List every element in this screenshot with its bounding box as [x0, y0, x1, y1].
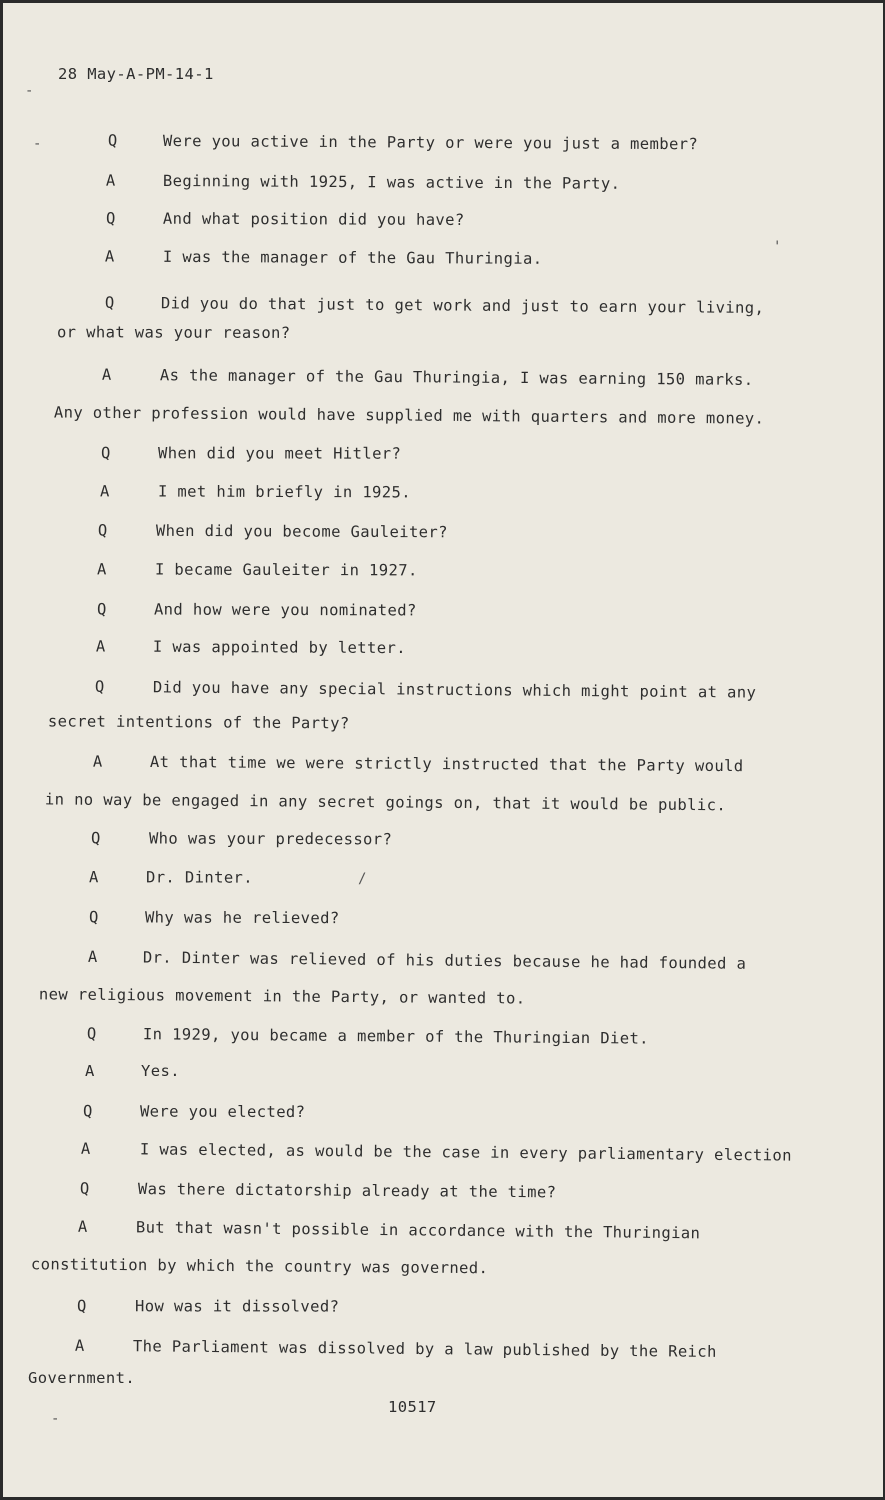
speaker-label: A: [96, 560, 107, 579]
line-text: And how were you nominated?: [153, 600, 417, 620]
line-text: Dr. Dinter was relieved of his duties because he had founded a: [142, 948, 747, 973]
margin-dash: -: [51, 1411, 60, 1427]
margin-dash: -: [25, 83, 34, 99]
line-text: secret intentions of the Party?: [47, 712, 350, 733]
line-text: I met him briefly in 1925.: [157, 482, 412, 502]
speaker-label: Q: [94, 677, 105, 696]
speaker-label: A: [77, 1217, 88, 1236]
speaker-label: Q: [107, 131, 118, 150]
line-text: Was there dictatorship already at the time?: [137, 1180, 557, 1202]
line-text: Did you have any special instructions which might point at any: [152, 678, 757, 702]
line-text: Were you active in the Party or were you just a member?: [162, 131, 699, 154]
speaker-label: Q: [79, 1179, 90, 1198]
line-text: I became Gauleiter in 1927.: [154, 560, 418, 580]
line-text: in no way be engaged in any secret goings on, that it would be public.: [44, 790, 727, 815]
line-text: At that time we were strictly instructed that the Party would: [149, 753, 744, 776]
line-text: Government.: [28, 1369, 136, 1387]
speaker-label: Q: [82, 1102, 93, 1121]
page-header: 28 May-A-PM-14-1: [58, 65, 214, 83]
line-text: Dr. Dinter.: [145, 868, 254, 887]
line-text: Were you elected?: [139, 1102, 306, 1122]
speaker-label: Q: [90, 829, 101, 848]
line-text: I was elected, as would be the case in every parliamentary election: [139, 1140, 792, 1165]
line-text: In 1929, you became a member of the Thuringian Diet.: [142, 1025, 650, 1048]
line-text: Why was he relieved?: [144, 908, 340, 928]
margin-dash: -: [33, 136, 42, 152]
line-text: The Parliament was dissolved by a law published by the Reich: [132, 1337, 717, 1361]
speaker-label: A: [105, 171, 116, 190]
speaker-label: A: [80, 1139, 91, 1158]
speaker-label: A: [104, 247, 115, 266]
speaker-label: Q: [104, 293, 115, 312]
speaker-label: Q: [100, 444, 111, 463]
line-text: Beginning with 1925, I was active in the Party.: [162, 171, 621, 193]
line-text: When did you meet Hitler?: [157, 444, 402, 463]
speaker-label: A: [95, 637, 106, 656]
speaker-label: A: [74, 1336, 85, 1355]
line-text: Any other profession would have supplied me with quarters and more money.: [53, 403, 765, 428]
line-text: But that wasn't possible in accordance with the Thuringian: [135, 1218, 701, 1243]
speaker-label: A: [99, 482, 110, 501]
line-text: Did you do that just to get work and just to earn your living,: [160, 294, 765, 317]
line-text: And what position did you have?: [162, 209, 465, 230]
speaker-label: A: [92, 752, 103, 771]
line-text: or what was your reason?: [56, 323, 291, 343]
speaker-label: Q: [86, 1024, 97, 1043]
speaker-label: Q: [96, 600, 107, 619]
margin-tick: /: [358, 871, 367, 887]
line-text: Yes.: [141, 1062, 180, 1080]
line-text: As the manager of the Gau Thuringia, I was earning 150 marks.: [159, 366, 754, 389]
line-text: I was the manager of the Gau Thuringia.: [162, 247, 543, 268]
line-text: I was appointed by letter.: [152, 637, 407, 658]
speaker-label: Q: [97, 521, 108, 540]
line-text: constitution by which the country was governed.: [30, 1255, 489, 1278]
speaker-label: Q: [105, 209, 116, 228]
page-number: 10517: [388, 1398, 437, 1416]
speaker-label: A: [85, 1062, 95, 1080]
speaker-label: A: [101, 365, 112, 384]
line-text: When did you become Gauleiter?: [155, 521, 448, 542]
speaker-label: Q: [76, 1297, 87, 1316]
line-text: How was it dissolved?: [134, 1297, 340, 1316]
speaker-label: A: [87, 947, 98, 966]
margin-tick: ': [773, 239, 782, 255]
line-text: Who was your predecessor?: [148, 829, 393, 849]
speaker-label: Q: [88, 908, 99, 927]
line-text: new religious movement in the Party, or wanted to.: [38, 985, 526, 1008]
speaker-label: A: [88, 868, 99, 887]
transcript-page: [3, 3, 883, 1497]
